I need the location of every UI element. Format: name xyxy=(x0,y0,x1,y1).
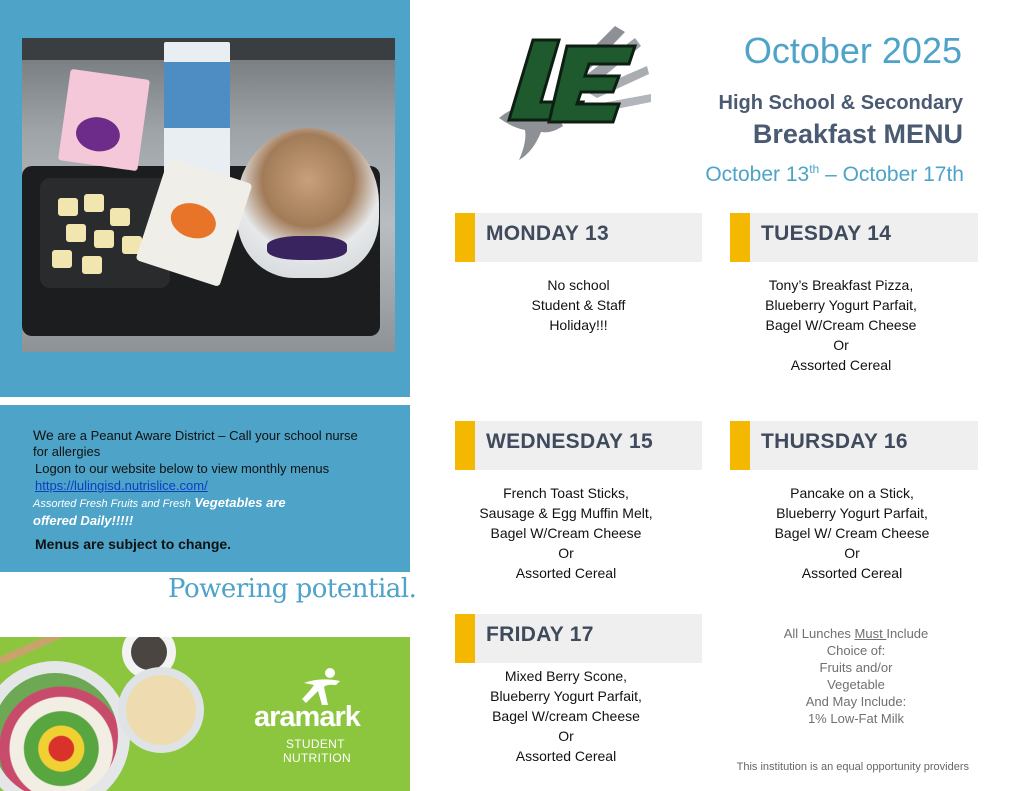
menu-item: Holiday!!! xyxy=(549,317,608,333)
day-menu-thursday xyxy=(730,483,974,583)
menu-item: No school xyxy=(547,277,610,293)
menu-item: Or xyxy=(558,728,574,744)
dressing-bowl-image xyxy=(118,667,204,753)
fruits-notice-line2: offered Daily!!!!! xyxy=(33,513,134,528)
brand-panel xyxy=(0,637,410,791)
day-header-friday: FRIDAY 17 xyxy=(455,614,702,663)
website-instruction: Logon to our website below to view monthly menus xyxy=(35,461,330,476)
day-header-wednesday: WEDNESDAY 15 xyxy=(455,421,702,470)
lunch-requirements-note xyxy=(740,625,972,727)
menu-item: Assorted Cereal xyxy=(801,565,903,581)
lunch-note-line: Vegetable xyxy=(827,677,885,692)
info-panel xyxy=(0,405,410,572)
lunch-note-line: And May Include: xyxy=(805,694,907,709)
breakfast-tray-photo xyxy=(22,38,395,352)
lunch-note-line: Fruits and/or xyxy=(819,660,893,675)
day-header-monday: MONDAY 13 xyxy=(455,213,702,262)
menu-item: Student & Staff xyxy=(531,297,626,313)
lunch-note-line: 1% Low-Fat Milk xyxy=(807,711,905,726)
menu-item: Bagel W/Cream Cheese xyxy=(490,525,642,541)
menu-change-note: Menus are subject to change. xyxy=(35,536,232,552)
day-menu-tuesday xyxy=(730,275,952,375)
school-eagle-logo xyxy=(497,22,657,162)
school-level: High School & Secondary xyxy=(718,92,963,114)
month-title: October 2025 xyxy=(743,30,962,71)
website-link[interactable]: https://lulingisd.nutrislice.com/ xyxy=(35,478,208,493)
day-menu-wednesday xyxy=(455,483,677,583)
menu-item: Blueberry Yogurt Parfait, xyxy=(776,505,928,521)
salad-bowl-image xyxy=(0,661,130,791)
menu-item: Assorted Cereal xyxy=(790,357,892,373)
menu-item: Or xyxy=(833,337,849,353)
lunch-note-line: All Lunches Must Include xyxy=(783,626,929,641)
menu-item: Tony’s Breakfast Pizza, xyxy=(768,277,914,293)
menu-item: Bagel W/ Cream Cheese xyxy=(774,525,930,541)
tagline: Powering potential. xyxy=(168,574,417,604)
brand-sub-nutrition: NUTRITION xyxy=(283,751,352,765)
menu-item: Or xyxy=(558,545,574,561)
menu-item: Blueberry Yogurt Parfait, xyxy=(490,688,642,704)
menu-item: Assorted Cereal xyxy=(515,565,617,581)
menu-item: Bagel W/cream Cheese xyxy=(492,708,640,724)
menu-item: Or xyxy=(844,545,860,561)
menu-item: Bagel W/Cream Cheese xyxy=(765,317,917,333)
brand-sub-student: STUDENT xyxy=(286,737,345,751)
peanut-notice-line2: for allergies xyxy=(33,444,101,459)
day-menu-monday xyxy=(455,275,702,335)
peanut-notice: We are a Peanut Aware District – Call your school nurse xyxy=(33,427,358,443)
day-header-thursday: THURSDAY 16 xyxy=(730,421,978,470)
menu-item: Mixed Berry Scone, xyxy=(504,668,628,684)
fruits-notice: Assorted Fresh Fruits and Fresh Vegetables are xyxy=(33,495,286,510)
menu-item: Assorted Cereal xyxy=(515,748,617,764)
lunch-note-line: Choice of: xyxy=(826,643,886,658)
menu-item: Sausage & Egg Muffin Melt, xyxy=(479,505,653,521)
day-menu-friday xyxy=(455,666,677,766)
photo-panel xyxy=(0,0,410,397)
menu-item: Blueberry Yogurt Parfait, xyxy=(765,297,917,313)
menu-title: Breakfast MENU xyxy=(752,119,963,149)
date-range: October 13th – October 17th xyxy=(705,162,964,186)
menu-item: Pancake on a Stick, xyxy=(790,485,914,501)
menu-item: French Toast Sticks, xyxy=(503,485,629,501)
equal-opportunity-footer: This institution is an equal opportunity providers xyxy=(736,761,969,773)
aramark-wordmark: aramark xyxy=(254,701,360,733)
day-header-tuesday: TUESDAY 14 xyxy=(730,213,978,262)
